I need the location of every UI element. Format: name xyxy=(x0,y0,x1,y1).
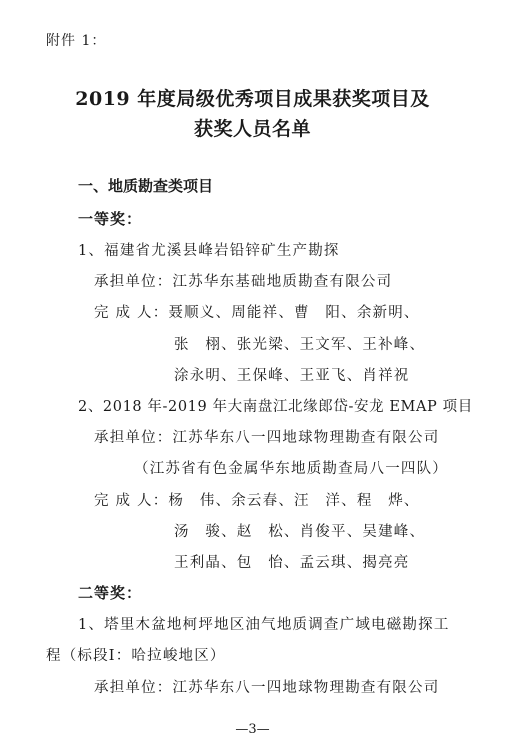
project-1-name: 1、福建省尤溪县峰岩铅锌矿生产勘探 xyxy=(78,243,340,259)
project-1-members-line3: 涂永明、王保峰、王亚飞、肖祥祝 xyxy=(174,368,410,384)
project-2-unit: 承担单位：江苏华东八一四地球物理勘查有限公司 xyxy=(94,430,440,446)
project-2-members-line3: 王利晶、包 怡、孟云琪、揭亮亮 xyxy=(174,555,410,571)
project-1-members-line1: 完 成 人：聂顺义、周能祥、曹 阳、余新明、 xyxy=(94,305,420,321)
document-title-line2: 获奖人员名单 xyxy=(193,118,311,140)
project-1-unit: 承担单位：江苏华东基础地质勘查有限公司 xyxy=(94,274,393,290)
attachment-label: 附件 1： xyxy=(46,33,107,49)
section-heading-geological: 一、地质勘查类项目 xyxy=(78,177,214,195)
page-number: —3— xyxy=(235,722,270,737)
project-2-name: 2、2018 年-2019 年大南盘江北缘郎岱-安龙 EMAP 项目 xyxy=(78,399,473,415)
project-3-name-line2: 程（标段Ⅰ：哈拉峻地区） xyxy=(46,648,226,664)
project-3-name-line1: 1、塔里木盆地柯坪地区油气地质调查广域电磁勘探工 xyxy=(78,617,450,633)
project-2-members-line2: 汤 骏、赵 松、肖俊平、吴建峰、 xyxy=(174,524,426,540)
project-2-members-line1: 完 成 人：杨 伟、余云春、汪 洋、程 烨、 xyxy=(94,493,420,509)
document-title-line1: 2019 年度局级优秀项目成果获奖项目及 xyxy=(75,88,430,110)
first-prize-label: 一等奖： xyxy=(78,210,143,228)
project-3-unit: 承担单位：江苏华东八一四地球物理勘查有限公司 xyxy=(94,680,440,696)
project-2-unit-note: （江苏省有色金属华东地质勘查局八一四队） xyxy=(134,461,448,477)
second-prize-label: 二等奖： xyxy=(78,584,143,602)
project-1-members-line2: 张 栩、张光梁、王文军、王补峰、 xyxy=(174,337,426,353)
